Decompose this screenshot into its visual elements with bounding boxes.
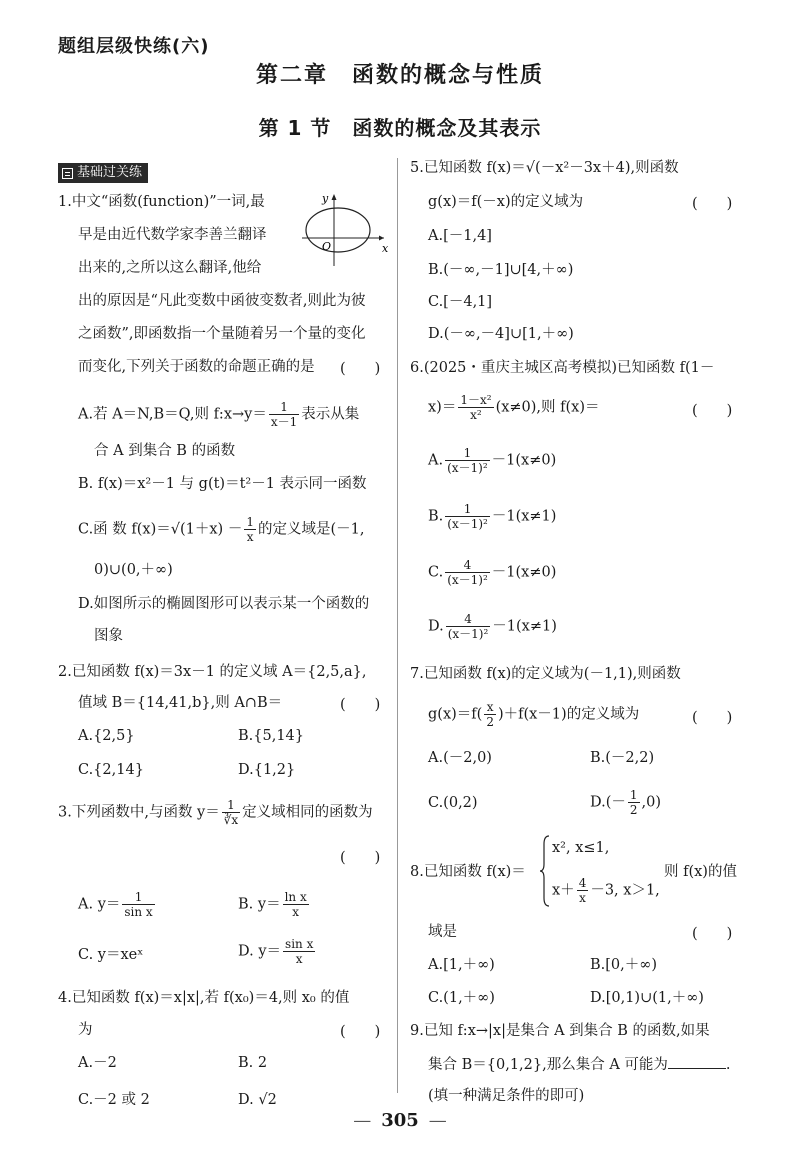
q6-l2-post: (x≠0),则 f(x)＝ xyxy=(495,399,600,416)
q9-answer-blank[interactable] xyxy=(668,1054,726,1069)
q1-option-c-line2: 0)∪(0,＋∞) xyxy=(94,562,173,578)
q5-option-b: B.(－∞,－1]∪[4,＋∞) xyxy=(428,262,574,278)
q1-line6: 而变化,下列关于函数的命题正确的是 xyxy=(78,359,315,375)
fig-x-label: x xyxy=(382,242,389,255)
q2-option-b: B.{5,14} xyxy=(238,728,305,744)
q6-a-post: －1(x≠0) xyxy=(491,452,557,469)
q6-b-num: 1 xyxy=(445,502,490,517)
q7-option-c: C.(0,2) xyxy=(428,795,478,811)
q6-d-den: (x－1)² xyxy=(447,627,489,641)
q7-l2-den: 2 xyxy=(486,715,494,729)
q7-l2-pre: g(x)＝f( xyxy=(428,706,483,723)
q7-option-a: A.(－2,0) xyxy=(428,750,492,766)
q1-c-text: C.函 数 f(x)＝√(1＋x) － xyxy=(78,521,243,538)
q3-text2: 定义域相同的函数为 xyxy=(242,804,373,821)
q5-option-d: D.(－∞,－4]∪[1,＋∞) xyxy=(428,326,574,342)
q1-line2: 早是由近代数学家李善兰翻译 xyxy=(78,227,267,243)
q2-option-a: A.{2,5} xyxy=(78,728,135,744)
badge-label: 基础过关练 xyxy=(77,165,143,180)
q3-a-num: 1 xyxy=(122,890,154,905)
q1-c-text2: 的定义域是(－1, xyxy=(257,521,365,538)
column-divider xyxy=(397,158,398,1093)
q1-line5: 之函数”,即函数指一个量随着另一个量的变化 xyxy=(78,326,366,342)
q6-l2-frac xyxy=(458,393,493,422)
q5-option-c: C.[－4,1] xyxy=(428,294,493,310)
fig-origin-label: O xyxy=(322,240,332,253)
page-number: 305 xyxy=(381,1110,419,1131)
q7-line1: 7.已知函数 f(x)的定义域为(－1,1),则函数 xyxy=(410,666,681,682)
y-arrow xyxy=(332,194,337,200)
q2-answer-paren: ( ) xyxy=(340,697,381,713)
q7-l2-frac xyxy=(484,700,496,729)
chapter-title: 第二章 函数的概念与性质 xyxy=(255,63,544,88)
q4-option-b: B. 2 xyxy=(238,1055,268,1071)
q8-line1-pre: 8.已知函数 f(x)＝ xyxy=(410,864,526,880)
q6-option-b xyxy=(428,502,556,531)
q3-a-den: sin x xyxy=(124,905,153,919)
q6-c-pre: C. xyxy=(428,564,444,581)
q6-d-frac xyxy=(446,612,491,641)
q6-c-num: 4 xyxy=(445,558,490,573)
q2-line2: 值域 B＝{14,41,b},则 A∩B＝ xyxy=(78,695,283,711)
q6-c-post: －1(x≠0) xyxy=(491,564,557,581)
q1-line1: 1.中文“函数(function)”一词,最 xyxy=(58,194,265,210)
q6-c-frac xyxy=(445,558,490,587)
q1-a-num: 1 xyxy=(269,400,299,415)
q4-option-a: A.－2 xyxy=(78,1055,117,1071)
q8-option-a: A.[1,＋∞) xyxy=(428,957,495,973)
q8-option-d: D.[0,1)∪(1,＋∞) xyxy=(590,990,704,1006)
q3-b-frac xyxy=(283,890,309,919)
q8-case2 xyxy=(552,876,660,905)
series-title: 题组层级快练(六) xyxy=(58,36,210,57)
q6-a-num: 1 xyxy=(445,446,490,461)
q3-d-num: sin x xyxy=(285,937,314,951)
q7-line2 xyxy=(428,700,639,729)
q4-answer-paren: ( ) xyxy=(340,1024,381,1040)
q7-d-den: 2 xyxy=(629,803,638,817)
q7-d-num: 1 xyxy=(629,788,638,802)
q3-answer-paren: ( ) xyxy=(340,850,381,866)
q1-option-d-line2: 图象 xyxy=(94,628,123,644)
q3-b-den: x xyxy=(292,905,300,919)
q8-line1-post: 则 f(x)的值 xyxy=(664,864,737,880)
q7-d-frac xyxy=(628,788,640,817)
ellipse-curve xyxy=(306,208,370,252)
q7-answer-paren: ( ) xyxy=(692,710,733,726)
q3-b-num: ln x xyxy=(284,890,307,904)
page-footer xyxy=(0,1110,800,1131)
q6-option-d xyxy=(428,612,557,641)
q3-d-den: x xyxy=(295,952,303,966)
x-arrow xyxy=(379,236,384,241)
q6-b-pre: B. xyxy=(428,508,444,525)
q9-line2 xyxy=(428,1054,731,1075)
q8-option-b: B.[0,＋∞) xyxy=(590,957,657,973)
exercise-badge xyxy=(58,163,148,183)
book-icon xyxy=(62,168,73,179)
q2-option-c: C.{2,14} xyxy=(78,762,144,778)
q3-den: ∛x xyxy=(223,813,239,827)
q4-line2: 为 xyxy=(78,1022,93,1038)
q8-brace xyxy=(539,834,551,908)
q3-d-pre: D. y＝ xyxy=(238,943,282,960)
q3-b-pre: B. y＝ xyxy=(238,896,281,913)
ellipse-figure xyxy=(296,190,390,270)
q3-line1 xyxy=(58,798,373,827)
q9-line2-end: . xyxy=(725,1057,731,1073)
q2-line1: 2.已知函数 f(x)＝3x－1 的定义域 A＝{2,5,a}, xyxy=(58,664,367,680)
q3-num: 1 xyxy=(222,798,240,813)
q3-option-a xyxy=(78,890,157,919)
q8-answer-paren: ( ) xyxy=(692,926,733,942)
q6-l2-den: x² xyxy=(470,408,482,422)
q7-d-post: ,0) xyxy=(641,794,662,811)
q6-b-post: －1(x≠1) xyxy=(491,508,557,525)
q3-a-frac xyxy=(122,890,154,919)
q1-c-frac xyxy=(244,515,256,544)
q3-d-frac xyxy=(283,937,315,966)
q4-option-d: D. √2 xyxy=(238,1092,277,1108)
q5-line2: g(x)＝f(－x)的定义域为 xyxy=(428,194,584,210)
q8-case2-den: x xyxy=(579,891,586,905)
q6-a-frac xyxy=(445,446,490,475)
q8-case1: x², x≤1, xyxy=(552,840,610,856)
q1-option-a-line2: 合 A 到集合 B 的函数 xyxy=(94,443,236,459)
q1-a-text2: 表示从集 xyxy=(301,406,360,423)
q1-line3: 出来的,之所以这么翻译,他给 xyxy=(78,260,262,276)
q1-a-text: A.若 A＝N,B＝Q,则 f:x→y＝ xyxy=(78,406,267,423)
q9-line3: (填一种满足条件的即可) xyxy=(428,1088,585,1104)
footer-dash-right: — xyxy=(428,1110,447,1131)
q6-line2 xyxy=(428,393,600,422)
q1-c-num: 1 xyxy=(246,515,254,529)
q3-option-b xyxy=(238,890,311,919)
q6-option-c xyxy=(428,558,556,587)
q1-line4: 出的原因是“凡此变数中函彼变数者,则此为彼 xyxy=(78,293,366,309)
q3-frac xyxy=(222,798,240,827)
q1-option-c xyxy=(78,515,364,544)
q6-b-frac xyxy=(445,502,490,531)
q3-a-pre: A. y＝ xyxy=(78,896,121,913)
q3-option-c: C. y＝xeˣ xyxy=(78,947,144,963)
q9-line1: 9.已知 f:x→|x|是集合 A 到集合 B 的函数,如果 xyxy=(410,1023,710,1039)
q6-answer-paren: ( ) xyxy=(692,403,733,419)
q6-line1: 6.(2025・重庆主城区高考模拟)已知函数 f(1－ xyxy=(410,360,715,376)
q3-text: 3.下列函数中,与函数 y＝ xyxy=(58,804,220,821)
q5-option-a: A.[－1,4] xyxy=(428,228,492,244)
q6-c-den: (x－1)² xyxy=(447,573,488,587)
q8-case2-num: 4 xyxy=(578,876,587,890)
q5-answer-paren: ( ) xyxy=(692,196,733,212)
q6-option-a xyxy=(428,446,556,475)
q6-d-pre: D. xyxy=(428,618,444,635)
q6-l2-pre: x)＝ xyxy=(428,399,457,416)
q9-line2-text: 集合 B＝{0,1,2},那么集合 A 可能为 xyxy=(428,1057,668,1073)
q2-option-d: D.{1,2} xyxy=(238,762,296,778)
q1-a-den: x－1 xyxy=(270,415,298,429)
q1-c-den: x xyxy=(246,530,254,544)
q4-line1: 4.已知函数 f(x)＝x|x|,若 f(x₀)＝4,则 x₀ 的值 xyxy=(58,990,350,1006)
q3-option-d xyxy=(238,937,317,966)
q7-l2-num: x xyxy=(484,700,496,715)
q6-a-den: (x－1)² xyxy=(447,461,488,475)
q6-b-den: (x－1)² xyxy=(447,517,488,531)
q1-answer-paren: ( ) xyxy=(340,361,381,377)
q6-l2-num: 1－x² xyxy=(460,393,492,407)
q1-option-a xyxy=(78,400,359,429)
q6-a-pre: A. xyxy=(428,452,444,469)
section-title: 第 1 节 函数的概念及其表示 xyxy=(258,116,542,140)
footer-dash-left: — xyxy=(353,1110,372,1131)
q6-d-num: 4 xyxy=(446,612,491,627)
q8-case2-post: －3, x＞1, xyxy=(590,882,660,899)
q1-a-frac xyxy=(269,400,299,429)
q7-d-pre: D.(－ xyxy=(590,794,626,811)
q4-option-c: C.－2 或 2 xyxy=(78,1092,150,1108)
q7-l2-post: )＋f(x－1)的定义域为 xyxy=(497,706,640,723)
q1-option-d: D.如图所示的椭圆图形可以表示某一个函数的 xyxy=(78,596,370,612)
q8-case2-pre: x＋ xyxy=(552,882,575,899)
q5-line1: 5.已知函数 f(x)＝√(－x²－3x＋4),则函数 xyxy=(410,160,679,176)
q8-case2-frac xyxy=(577,876,589,905)
fig-y-label: y xyxy=(322,192,329,205)
q8-line2: 域是 xyxy=(428,924,457,940)
q7-option-b: B.(－2,2) xyxy=(590,750,655,766)
q1-option-b: B. f(x)＝x²－1 与 g(t)＝t²－1 表示同一函数 xyxy=(78,476,367,492)
q8-option-c: C.(1,＋∞) xyxy=(428,990,495,1006)
q7-option-d xyxy=(590,788,661,817)
q6-d-post: －1(x≠1) xyxy=(492,618,557,635)
